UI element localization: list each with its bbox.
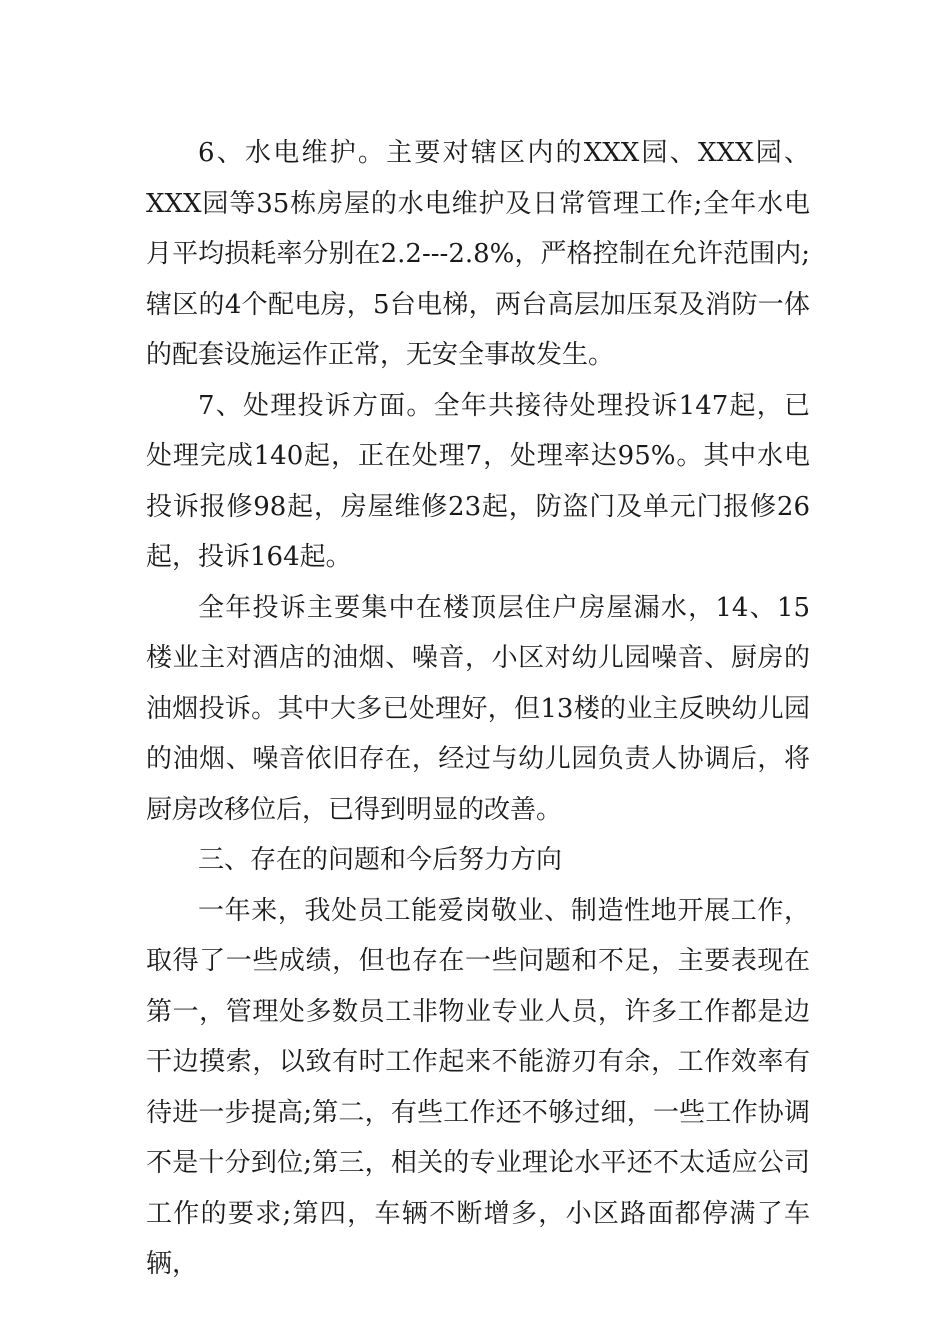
- document-body: [146, 128, 810, 1290]
- paragraph-problems-and-shortcomings: 一年来，我处员工能爱岗敬业、制造性地开展工作，取得了一些成绩，但也存在一些问题和不足，主要表现在第一，管理处多数员工非物业专业人员，许多工作都是边干边摸索，以致有时工作起来不能游刃有余，工作效率有待进一步提高;第二，有些工作还不够过细，一些工作协调不是十分到位;第三，相关的专业理论水平还不太适应公司工作的要求;第四，车辆不断增多，小区路面都停满了车辆，: [146, 895, 810, 1279]
- paragraph-complaint-summary: 全年投诉主要集中在楼顶层住户房屋漏水，14、15楼业主对酒店的油烟、噪音，小区对幼儿园噪音、厨房的油烟投诉。其中大多已处理好，但13楼的业主反映幼儿园的油烟、噪音依旧存在，经过与幼儿园负责人协调后，将厨房改移位后，已得到明显的改善。: [146, 592, 810, 825]
- section-heading-problems: 三、存在的问题和今后努力方向: [198, 845, 563, 875]
- paragraph-complaint-handling: 7、处理投诉方面。全年共接待处理投诉147起，已处理完成140起，正在处理7，处理率达95%。其中水电投诉报修98起，房屋维修23起，防盗门及单元门报修26起，投诉164起。: [146, 390, 810, 572]
- paragraph-water-electric-maintenance: 6、水电维护。主要对辖区内的XXX园、XXX园、XXX园等35栋房屋的水电维护及日常管理工作;全年水电月平均损耗率分别在2.2---2.8%，严格控制在允许范围内;辖区的4个配电房，5台电梯，两台高层加压泵及消防一体的配套设施运作正常，无安全事故发生。: [146, 138, 810, 370]
